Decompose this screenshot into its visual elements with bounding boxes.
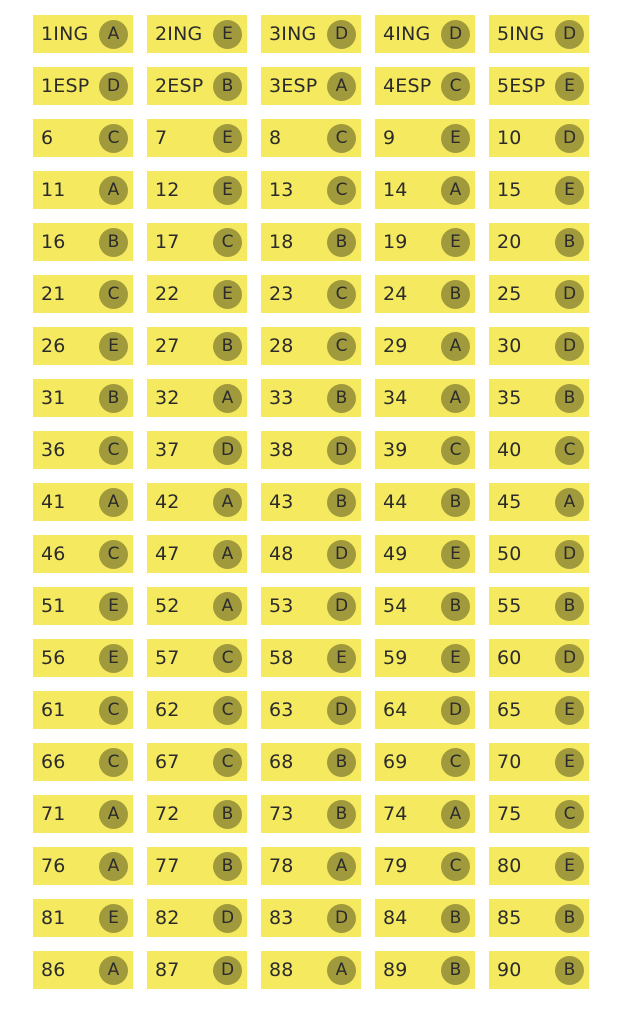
answer-letter: D	[327, 436, 356, 465]
answer-cell	[261, 67, 361, 105]
answer-letter: D	[555, 332, 584, 361]
answer-cell	[489, 67, 589, 105]
question-number: 82	[155, 907, 180, 929]
answer-cell	[261, 639, 361, 677]
answer-cell	[147, 587, 247, 625]
answer-letter: C	[213, 644, 242, 673]
question-number: 74	[383, 803, 408, 825]
answer-cell	[375, 67, 475, 105]
answer-letter: A	[99, 800, 128, 829]
answer-letter: C	[441, 436, 470, 465]
question-number: 59	[383, 647, 408, 669]
answer-cell	[261, 15, 361, 53]
answer-cell	[33, 327, 133, 365]
answer-cell	[33, 587, 133, 625]
answer-cell	[33, 223, 133, 261]
question-number: 8	[269, 127, 282, 149]
question-number: 87	[155, 959, 180, 981]
answer-cell	[33, 795, 133, 833]
answer-letter: D	[441, 20, 470, 49]
answer-cell	[489, 223, 589, 261]
question-number: 2ING	[155, 23, 203, 45]
answer-letter: E	[213, 124, 242, 153]
answer-letter: D	[99, 72, 128, 101]
answer-cell	[375, 899, 475, 937]
question-number: 77	[155, 855, 180, 877]
answer-cell	[147, 379, 247, 417]
answer-cell	[33, 431, 133, 469]
answer-letter: D	[327, 696, 356, 725]
answer-cell	[489, 15, 589, 53]
answer-letter: E	[555, 696, 584, 725]
answer-letter: C	[99, 696, 128, 725]
answer-letter: E	[441, 124, 470, 153]
question-number: 70	[497, 751, 522, 773]
answer-letter: B	[99, 228, 128, 257]
answer-cell	[33, 691, 133, 729]
question-number: 49	[383, 543, 408, 565]
answer-letter: A	[99, 20, 128, 49]
answer-cell	[261, 171, 361, 209]
answer-letter: B	[441, 280, 470, 309]
answer-cell	[147, 327, 247, 365]
question-number: 15	[497, 179, 522, 201]
answer-letter: A	[327, 956, 356, 985]
question-number: 22	[155, 283, 180, 305]
answer-letter: D	[327, 540, 356, 569]
answer-letter: C	[441, 748, 470, 777]
answer-letter: E	[213, 280, 242, 309]
question-number: 75	[497, 803, 522, 825]
answer-cell	[375, 119, 475, 157]
answer-cell	[375, 379, 475, 417]
answer-cell	[33, 899, 133, 937]
answer-letter: C	[555, 800, 584, 829]
question-number: 24	[383, 283, 408, 305]
question-number: 54	[383, 595, 408, 617]
question-number: 43	[269, 491, 294, 513]
answer-cell	[375, 587, 475, 625]
answer-letter: A	[99, 956, 128, 985]
answer-cell	[375, 15, 475, 53]
answer-cell	[147, 743, 247, 781]
answer-letter: B	[213, 332, 242, 361]
answer-letter: D	[213, 436, 242, 465]
answer-letter: B	[327, 800, 356, 829]
answer-letter: C	[99, 436, 128, 465]
answer-letter: B	[213, 800, 242, 829]
question-number: 32	[155, 387, 180, 409]
question-number: 12	[155, 179, 180, 201]
answer-letter: A	[327, 72, 356, 101]
answer-letter: E	[441, 644, 470, 673]
answer-cell	[375, 275, 475, 313]
answer-letter: D	[555, 280, 584, 309]
answer-letter: D	[327, 20, 356, 49]
question-number: 79	[383, 855, 408, 877]
answer-cell	[147, 223, 247, 261]
answer-cell	[33, 483, 133, 521]
answer-cell	[375, 327, 475, 365]
answer-cell	[147, 15, 247, 53]
question-number: 53	[269, 595, 294, 617]
answer-cell	[261, 795, 361, 833]
question-number: 19	[383, 231, 408, 253]
answer-cell	[147, 67, 247, 105]
answer-letter: B	[213, 72, 242, 101]
question-number: 57	[155, 647, 180, 669]
answer-letter: D	[213, 904, 242, 933]
answer-letter: B	[441, 592, 470, 621]
answer-letter: A	[99, 176, 128, 205]
question-number: 46	[41, 543, 66, 565]
question-number: 37	[155, 439, 180, 461]
answer-cell	[147, 795, 247, 833]
question-number: 83	[269, 907, 294, 929]
answer-letter: E	[99, 644, 128, 673]
question-number: 18	[269, 231, 294, 253]
answer-cell	[261, 535, 361, 573]
question-number: 85	[497, 907, 522, 929]
answer-cell	[375, 951, 475, 989]
question-number: 36	[41, 439, 66, 461]
answer-cell	[489, 379, 589, 417]
question-number: 58	[269, 647, 294, 669]
question-number: 25	[497, 283, 522, 305]
question-number: 47	[155, 543, 180, 565]
answer-letter: A	[441, 384, 470, 413]
answer-letter: A	[555, 488, 584, 517]
question-number: 61	[41, 699, 66, 721]
question-number: 6	[41, 127, 54, 149]
answer-cell	[261, 119, 361, 157]
answer-letter: C	[327, 280, 356, 309]
answer-cell	[489, 275, 589, 313]
answer-letter: D	[327, 904, 356, 933]
question-number: 56	[41, 647, 66, 669]
question-number: 7	[155, 127, 168, 149]
question-number: 76	[41, 855, 66, 877]
answer-cell	[489, 171, 589, 209]
question-number: 50	[497, 543, 522, 565]
answer-cell	[147, 171, 247, 209]
question-number: 9	[383, 127, 396, 149]
question-number: 84	[383, 907, 408, 929]
question-number: 60	[497, 647, 522, 669]
answer-cell	[261, 743, 361, 781]
answer-cell	[33, 743, 133, 781]
answer-letter: A	[441, 800, 470, 829]
answer-letter: D	[213, 956, 242, 985]
answer-cell	[489, 431, 589, 469]
answer-cell	[489, 847, 589, 885]
answer-letter: B	[441, 488, 470, 517]
answer-letter: E	[99, 332, 128, 361]
answer-letter: E	[99, 592, 128, 621]
question-number: 62	[155, 699, 180, 721]
question-number: 63	[269, 699, 294, 721]
answer-cell	[33, 847, 133, 885]
answer-cell	[375, 691, 475, 729]
answer-cell	[489, 483, 589, 521]
answer-letter: B	[327, 228, 356, 257]
answer-cell	[375, 171, 475, 209]
question-number: 29	[383, 335, 408, 357]
answer-cell	[147, 275, 247, 313]
question-number: 4ING	[383, 23, 431, 45]
answer-cell	[147, 483, 247, 521]
question-number: 72	[155, 803, 180, 825]
answer-cell	[147, 535, 247, 573]
answer-cell	[261, 223, 361, 261]
question-number: 65	[497, 699, 522, 721]
answer-cell	[489, 899, 589, 937]
question-number: 11	[41, 179, 66, 201]
question-number: 41	[41, 491, 66, 513]
answer-letter: C	[99, 280, 128, 309]
answer-cell	[375, 483, 475, 521]
answer-cell	[489, 119, 589, 157]
answer-cell	[489, 327, 589, 365]
question-number: 33	[269, 387, 294, 409]
answer-letter: B	[555, 904, 584, 933]
answer-cell	[147, 639, 247, 677]
answer-cell	[489, 587, 589, 625]
answer-cell	[33, 639, 133, 677]
answer-letter: B	[213, 852, 242, 881]
answer-letter: B	[327, 748, 356, 777]
question-number: 39	[383, 439, 408, 461]
answer-cell	[489, 691, 589, 729]
question-number: 52	[155, 595, 180, 617]
answer-letter: C	[441, 72, 470, 101]
answer-letter: C	[99, 540, 128, 569]
answer-cell	[489, 743, 589, 781]
question-number: 73	[269, 803, 294, 825]
question-number: 42	[155, 491, 180, 513]
answer-letter: A	[327, 852, 356, 881]
question-number: 17	[155, 231, 180, 253]
answer-letter: D	[555, 644, 584, 673]
question-number: 2ESP	[155, 75, 204, 97]
answer-cell	[33, 535, 133, 573]
question-number: 26	[41, 335, 66, 357]
answer-letter: E	[441, 228, 470, 257]
answer-cell	[375, 535, 475, 573]
answer-cell	[261, 483, 361, 521]
answer-cell	[261, 275, 361, 313]
question-number: 80	[497, 855, 522, 877]
question-number: 89	[383, 959, 408, 981]
answer-cell	[375, 743, 475, 781]
question-number: 67	[155, 751, 180, 773]
answer-letter: C	[327, 124, 356, 153]
answer-letter: C	[213, 748, 242, 777]
answer-letter: E	[213, 20, 242, 49]
answer-cell	[33, 951, 133, 989]
question-number: 34	[383, 387, 408, 409]
answer-letter: A	[99, 852, 128, 881]
answer-letter: C	[441, 852, 470, 881]
question-number: 48	[269, 543, 294, 565]
answer-cell	[375, 847, 475, 885]
answer-letter: B	[327, 488, 356, 517]
answer-letter: B	[441, 904, 470, 933]
question-number: 64	[383, 699, 408, 721]
answer-cell	[261, 691, 361, 729]
answer-cell	[147, 847, 247, 885]
answer-cell	[147, 691, 247, 729]
answer-cell	[147, 899, 247, 937]
answer-letter: A	[441, 176, 470, 205]
question-number: 1ING	[41, 23, 89, 45]
question-number: 86	[41, 959, 66, 981]
answer-cell	[33, 67, 133, 105]
answer-letter: B	[555, 956, 584, 985]
answer-letter: A	[99, 488, 128, 517]
question-number: 4ESP	[383, 75, 432, 97]
answer-letter: D	[441, 696, 470, 725]
answer-cell	[261, 847, 361, 885]
answer-cell	[147, 951, 247, 989]
question-number: 3ING	[269, 23, 317, 45]
answer-letter: B	[441, 956, 470, 985]
answer-letter: A	[441, 332, 470, 361]
answer-letter: E	[555, 748, 584, 777]
answer-letter: C	[213, 696, 242, 725]
question-number: 14	[383, 179, 408, 201]
question-number: 10	[497, 127, 522, 149]
question-number: 13	[269, 179, 294, 201]
answer-cell	[489, 639, 589, 677]
answer-cell	[147, 119, 247, 157]
answer-cell	[489, 535, 589, 573]
question-number: 27	[155, 335, 180, 357]
answer-letter: C	[555, 436, 584, 465]
answer-cell	[375, 431, 475, 469]
question-number: 28	[269, 335, 294, 357]
question-number: 71	[41, 803, 66, 825]
question-number: 44	[383, 491, 408, 513]
answer-cell	[261, 431, 361, 469]
answer-cell	[375, 639, 475, 677]
question-number: 51	[41, 595, 66, 617]
question-number: 21	[41, 283, 66, 305]
answer-letter: E	[327, 644, 356, 673]
question-number: 68	[269, 751, 294, 773]
question-number: 40	[497, 439, 522, 461]
question-number: 23	[269, 283, 294, 305]
answer-cell	[261, 379, 361, 417]
answer-cell	[33, 119, 133, 157]
question-number: 66	[41, 751, 66, 773]
answer-cell	[33, 275, 133, 313]
question-number: 38	[269, 439, 294, 461]
answer-cell	[261, 327, 361, 365]
answer-letter: C	[99, 124, 128, 153]
question-number: 69	[383, 751, 408, 773]
question-number: 45	[497, 491, 522, 513]
question-number: 1ESP	[41, 75, 90, 97]
answer-letter: C	[99, 748, 128, 777]
question-number: 55	[497, 595, 522, 617]
question-number: 81	[41, 907, 66, 929]
answer-letter: E	[555, 72, 584, 101]
answer-letter: B	[555, 228, 584, 257]
question-number: 78	[269, 855, 294, 877]
answer-letter: A	[213, 540, 242, 569]
question-number: 20	[497, 231, 522, 253]
question-number: 16	[41, 231, 66, 253]
answer-letter: D	[555, 124, 584, 153]
answer-cell	[33, 15, 133, 53]
answer-cell	[261, 951, 361, 989]
answer-cell	[489, 951, 589, 989]
answer-letter: E	[555, 852, 584, 881]
answer-letter: E	[213, 176, 242, 205]
answer-letter: D	[327, 592, 356, 621]
answer-cell	[489, 795, 589, 833]
answer-letter: B	[555, 384, 584, 413]
question-number: 31	[41, 387, 66, 409]
answer-letter: A	[213, 488, 242, 517]
answer-letter: A	[213, 592, 242, 621]
answer-cell	[261, 899, 361, 937]
answer-letter: E	[99, 904, 128, 933]
answer-letter: B	[555, 592, 584, 621]
question-number: 90	[497, 959, 522, 981]
answer-cell	[147, 431, 247, 469]
answer-letter: D	[555, 540, 584, 569]
answer-letter: B	[327, 384, 356, 413]
question-number: 88	[269, 959, 294, 981]
answer-cell	[375, 223, 475, 261]
answer-letter: C	[213, 228, 242, 257]
answer-letter: C	[327, 332, 356, 361]
answer-cell	[33, 171, 133, 209]
question-number: 5ESP	[497, 75, 546, 97]
answer-letter: A	[213, 384, 242, 413]
answer-letter: C	[327, 176, 356, 205]
answer-cell	[261, 587, 361, 625]
question-number: 5ING	[497, 23, 545, 45]
question-number: 3ESP	[269, 75, 318, 97]
question-number: 30	[497, 335, 522, 357]
answer-cell	[375, 795, 475, 833]
answer-cell	[33, 379, 133, 417]
answer-letter: E	[441, 540, 470, 569]
answer-letter: D	[555, 20, 584, 49]
answer-letter: E	[555, 176, 584, 205]
question-number: 35	[497, 387, 522, 409]
answer-letter: B	[99, 384, 128, 413]
